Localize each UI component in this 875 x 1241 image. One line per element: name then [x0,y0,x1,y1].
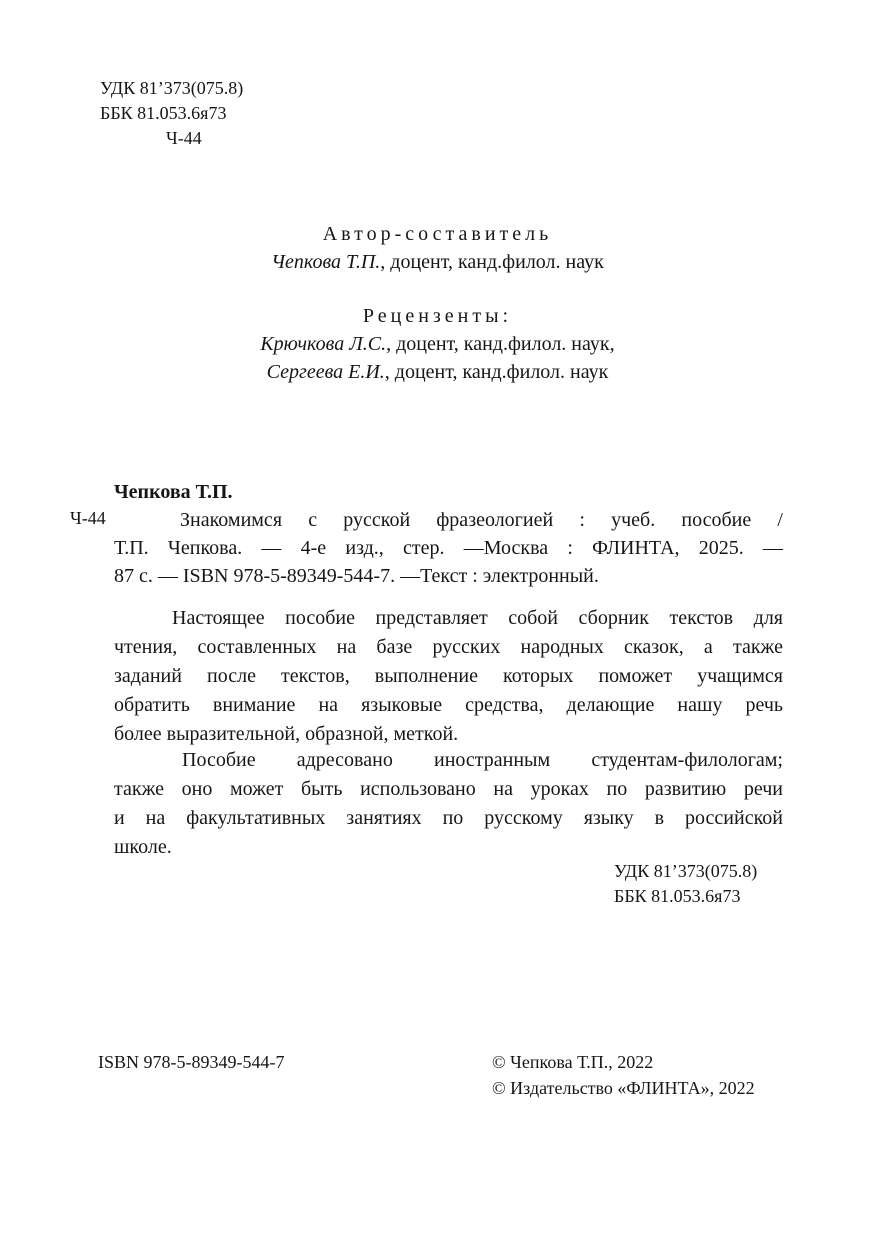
reviewer-details: , доцент, канд.филол. наук [384,361,609,383]
udk-code: УДК 81’373(075.8) [100,78,244,98]
reviewer-line [0,358,875,387]
bbk-code: ББК 81.053.6я73 [100,103,227,123]
catalog-line: Знакомимся с русской фразеологией : учеб. пособие / [180,509,783,531]
author-line [0,248,875,277]
bbk-code: ББК 81.053.6я73 [614,886,741,906]
catalog-line: Т.П. Чепкова. — 4-е изд., стер. —Москва : ФЛИНТА, 2025. — [114,537,783,559]
catalog-author: Чепкова Т.П. [114,481,233,503]
reviewer-details: , доцент, канд.филол. наук, [386,333,615,355]
catalog-code: Ч-44 [70,508,106,528]
author-name: Чепкова Т.П. [271,251,381,273]
annotation-line: обратить внимание на языковые средства, делающие нашу речь [114,694,783,716]
author-heading: Автор-составитель [322,223,553,245]
annotation-line: и на факультативных занятиях по русскому языку в российской [114,807,783,829]
copyright-line: © Чепкова Т.П., 2022 [492,1052,654,1072]
annotation-line: Настоящее пособие представляет собой сборник текстов для [172,607,783,629]
catalog-line: 87 с. — ISBN 978-5-89349-544-7. —Текст : электронный. [114,565,599,587]
annotation-line: также оно может быть использовано на уроках по развитию речи [114,778,783,800]
isbn: ISBN 978-5-89349-544-7 [98,1052,285,1072]
annotation-line: чтения, составленных на базе русских народных сказок, а также [114,636,783,658]
annotation-line: школе. [114,836,172,858]
udk-code: УДК 81’373(075.8) [614,861,758,881]
reviewer-name: Сергеева Е.И. [266,361,385,383]
reviewer-name: Крючкова Л.С. [260,333,387,355]
reviewers-heading: Рецензенты: [362,305,513,327]
author-details: , доцент, канд.филол. наук [380,251,604,273]
author-mark-code: Ч-44 [166,128,202,148]
annotation-line: заданий после текстов, выполнение которых поможет учащимся [114,665,783,687]
reviewer-line [0,330,875,359]
annotation-line: Пособие адресовано иностранным студентам-филологам; [182,749,783,771]
copyright-line: © Издательство «ФЛИНТА», 2022 [492,1078,755,1098]
annotation-line: более выразительной, образной, меткой. [114,723,459,745]
